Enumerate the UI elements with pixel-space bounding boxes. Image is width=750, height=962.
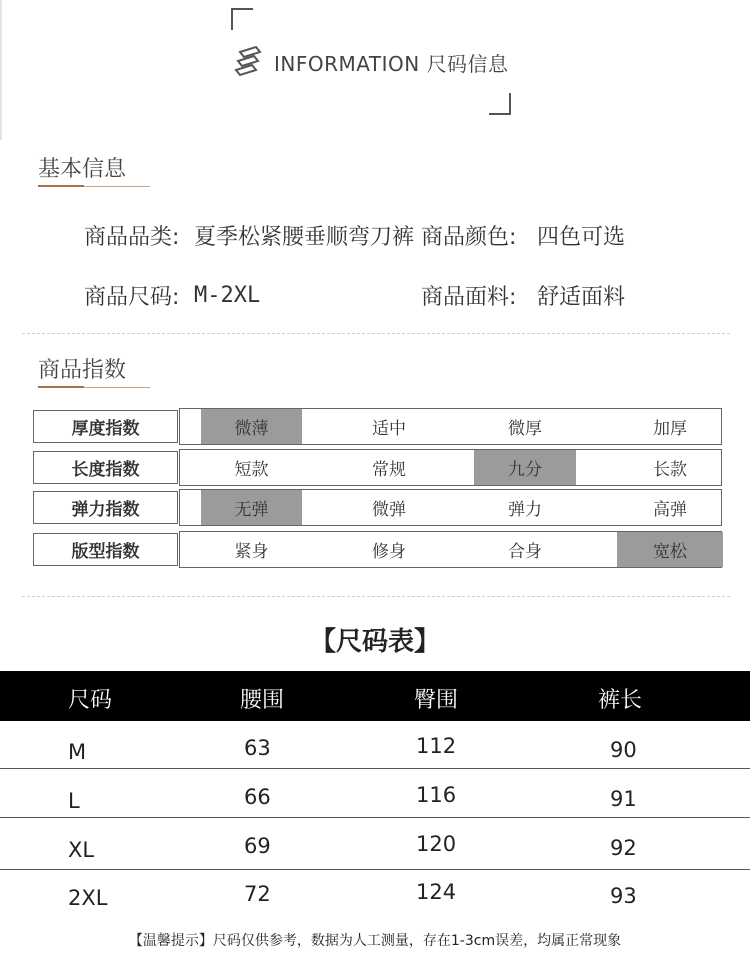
category-label: 商品品类: (84, 225, 180, 250)
index-option: 合身 (508, 542, 542, 562)
size-value: M-2XL (194, 283, 261, 308)
index-option: 微弹 (372, 500, 406, 520)
size-cell: 93 (610, 884, 637, 908)
row-divider (0, 768, 750, 769)
index-label: 长度指数 (33, 451, 178, 484)
divider-dashed-2 (22, 596, 730, 597)
size-cell: L (68, 789, 80, 813)
size-table-header (0, 671, 750, 721)
basic-info-rule-accent (38, 185, 84, 187)
index-option: 弹力 (508, 500, 542, 520)
size-cell: 63 (244, 736, 271, 760)
index-option: 短款 (234, 460, 269, 480)
header-length: 裤长 (598, 688, 643, 713)
index-option: 常规 (372, 460, 406, 480)
size-cell: 112 (416, 734, 457, 758)
color-label: 商品颜色: (421, 225, 517, 250)
corner-bracket-top-left (231, 8, 253, 30)
size-cell: 116 (416, 783, 457, 807)
index-label: 弹力指数 (33, 491, 178, 524)
index-option: 长款 (653, 460, 687, 480)
index-options (179, 408, 722, 445)
index-option-selected: 无弹 (201, 490, 302, 525)
header-hip: 臀围 (414, 688, 459, 713)
size-cell: 92 (610, 836, 637, 860)
index-option: 紧身 (234, 542, 269, 562)
corner-bracket-bottom-right (489, 93, 511, 115)
index-heading: 商品指数 (38, 358, 127, 383)
left-edge-line (0, 0, 2, 140)
index-option: 适中 (372, 419, 406, 439)
size-cell: 120 (416, 832, 457, 856)
index-option: 加厚 (653, 419, 687, 439)
size-cell: 2XL (68, 886, 108, 910)
size-cell: 90 (610, 738, 637, 762)
size-cell: 124 (416, 880, 457, 904)
header-size: 尺码 (68, 688, 113, 713)
index-option-selected: 微薄 (201, 409, 302, 444)
index-options (179, 489, 722, 526)
category-value: 夏季松紧腰垂顺弯刀裤 (194, 225, 415, 250)
size-label: 商品尺码: (84, 285, 180, 310)
row-divider (0, 869, 750, 870)
size-cell: M (68, 740, 87, 764)
fabric-value: 舒适面料 (537, 285, 626, 310)
index-label: 厚度指数 (33, 410, 178, 443)
fabric-label: 商品面料: (421, 285, 517, 310)
index-option-selected: 九分 (474, 450, 576, 485)
index-option-selected: 宽松 (617, 532, 723, 567)
header-waist: 腰围 (240, 688, 285, 713)
index-option: 修身 (372, 542, 406, 562)
size-table-title: 【尺码表】 (309, 627, 440, 657)
index-option: 微厚 (508, 419, 542, 439)
size-cell: 72 (244, 882, 271, 906)
header-title: INFORMATION 尺码信息 (274, 52, 509, 76)
size-cell: 69 (244, 834, 271, 858)
color-value: 四色可选 (537, 225, 626, 250)
index-option: 高弹 (653, 500, 687, 520)
ribbon-logo-icon (232, 44, 266, 80)
index-options (179, 449, 722, 486)
size-cell: 91 (610, 787, 637, 811)
notice-text: 【温馨提示】尺码仅供参考，数据为人工测量，存在1-3cm误差，均属正常现象 (128, 933, 622, 949)
size-cell: 66 (244, 785, 271, 809)
size-cell: XL (68, 838, 95, 862)
index-rule-accent (38, 386, 84, 388)
basic-info-heading: 基本信息 (38, 157, 127, 182)
index-options (179, 531, 722, 568)
divider-dashed-1 (22, 333, 730, 334)
index-label: 版型指数 (33, 533, 178, 566)
row-divider (0, 817, 750, 818)
